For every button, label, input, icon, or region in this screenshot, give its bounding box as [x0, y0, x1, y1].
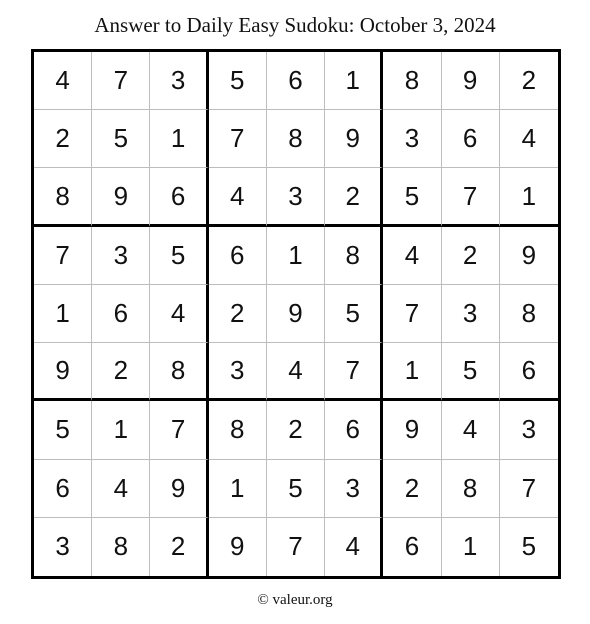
sudoku-cell-r7c8: 4: [442, 401, 500, 459]
sudoku-cell-r3c8: 7: [442, 168, 500, 226]
sudoku-cell-r6c2: 2: [92, 343, 150, 401]
sudoku-cell-r7c3: 7: [150, 401, 208, 459]
sudoku-cell-r9c9: 5: [521, 531, 537, 562]
sudoku-cell-r4c9: 9: [500, 227, 558, 285]
sudoku-cell-r1c2: 7: [92, 52, 150, 110]
sudoku-cell-r2c5: 8: [267, 110, 325, 168]
sudoku-cell-r1c8: 9: [442, 52, 500, 110]
sudoku-cell-r5c1: 1: [34, 285, 92, 343]
sudoku-cell-r2c3: 1: [150, 110, 208, 168]
sudoku-cell-r2c1: 2: [34, 110, 92, 168]
sudoku-cell-r4c5: 1: [267, 227, 325, 285]
sudoku-cell-r4c1: 7: [34, 227, 92, 285]
sudoku-cell-r1c6: 1: [325, 52, 383, 110]
sudoku-cell-r9c3: 2: [150, 518, 208, 576]
sudoku-cell-r3c7: 5: [383, 168, 441, 226]
sudoku-cell-r5c9: 8: [500, 285, 558, 343]
sudoku-cell-r6c8: 5: [442, 343, 500, 401]
sudoku-cell-r2c8: 6: [442, 110, 500, 168]
sudoku-cell-r5c4: 2: [209, 285, 267, 343]
sudoku-cell-r8c6: 3: [325, 460, 383, 518]
sudoku-cell-r8c5: 5: [267, 460, 325, 518]
sudoku-cell-r9c6: 4: [325, 518, 383, 576]
sudoku-cell-r7c2: 1: [92, 401, 150, 459]
sudoku-cell-r8c1: 6: [34, 460, 92, 518]
sudoku-cell-r4c7: 4: [383, 227, 441, 285]
sudoku-cell-r3c5: 3: [267, 168, 325, 226]
sudoku-cell-r9c8: 1: [442, 518, 500, 576]
sudoku-cell-r4c2: 3: [92, 227, 150, 285]
sudoku-cell-r4c8: 2: [442, 227, 500, 285]
sudoku-cell-r7c1: 5: [34, 401, 92, 459]
sudoku-cell-r4c3: 5: [150, 227, 208, 285]
sudoku-cell-r8c8: 8: [442, 460, 500, 518]
sudoku-cell-r8c7: 2: [383, 460, 441, 518]
sudoku-cell-r1c5: 6: [267, 52, 325, 110]
sudoku-cell-r4c6: 8: [325, 227, 383, 285]
sudoku-cell-r8c9: 7: [500, 460, 558, 518]
sudoku-cell-r5c5: 9: [267, 285, 325, 343]
sudoku-cell-r3c1: 8: [34, 168, 92, 226]
sudoku-cell-r3c9: 1: [500, 168, 558, 226]
sudoku-cell-r9c5: 7: [267, 518, 325, 576]
sudoku-cell-r9c7: 6: [383, 518, 441, 576]
sudoku-cell-r8c2: 4: [92, 460, 150, 518]
sudoku-cell-r6c9: 6: [500, 343, 558, 401]
sudoku-cell-r6c4: 3: [209, 343, 267, 401]
sudoku-cell-r6c3: 8: [150, 343, 208, 401]
sudoku-cell-r3c2: 9: [92, 168, 150, 226]
sudoku-cell-r7c5: 2: [267, 401, 325, 459]
sudoku-cell-r5c8: 3: [442, 285, 500, 343]
sudoku-cell-r1c9: 2: [500, 52, 558, 110]
sudoku-cell-r7c7: 9: [383, 401, 441, 459]
copyright-footer: © valeur.org: [257, 592, 333, 608]
sudoku-cell-r3c6: 2: [325, 168, 383, 226]
sudoku-cell-r3c3: 6: [150, 168, 208, 226]
sudoku-cell-r2c4: 7: [209, 110, 267, 168]
sudoku-cell-r9c2: 8: [92, 518, 150, 576]
sudoku-cell-r7c6: 6: [325, 401, 383, 459]
sudoku-cell-r2c7: 3: [383, 110, 441, 168]
sudoku-cell-r9c4: 9: [209, 518, 267, 576]
sudoku-cell-r8c4: 1: [209, 460, 267, 518]
sudoku-cell-r4c4: 6: [209, 227, 267, 285]
sudoku-cell-r6c1: 9: [34, 343, 92, 401]
sudoku-cell-r1c4: 5: [209, 52, 267, 110]
sudoku-cell-r6c5: 4: [267, 343, 325, 401]
sudoku-grid: [31, 49, 561, 579]
sudoku-cell-r6c6: 7: [325, 343, 383, 401]
sudoku-cell-r1c1: 4: [34, 52, 92, 110]
puzzle-title: Answer to Daily Easy Sudoku: October 3, 2024: [94, 13, 496, 37]
sudoku-cell-r7c4: 8: [209, 401, 267, 459]
sudoku-cell-r2c2: 5: [92, 110, 150, 168]
sudoku-cell-r7c9: 3: [500, 401, 558, 459]
sudoku-cell-r5c2: 6: [92, 285, 150, 343]
sudoku-cell-r6c7: 1: [383, 343, 441, 401]
sudoku-cell-r1c3: 3: [150, 52, 208, 110]
sudoku-cell-r8c3: 9: [150, 460, 208, 518]
sudoku-cell-r9c1: 3: [34, 518, 92, 576]
sudoku-cell-r3c4: 4: [209, 168, 267, 226]
sudoku-cell-r1c7: 8: [383, 52, 441, 110]
sudoku-cell-r5c6: 5: [325, 285, 383, 343]
sudoku-cell-r2c6: 9: [325, 110, 383, 168]
sudoku-cell-r5c3: 4: [150, 285, 208, 343]
sudoku-cell-r5c7: 7: [383, 285, 441, 343]
sudoku-cell-r2c9: 4: [500, 110, 558, 168]
